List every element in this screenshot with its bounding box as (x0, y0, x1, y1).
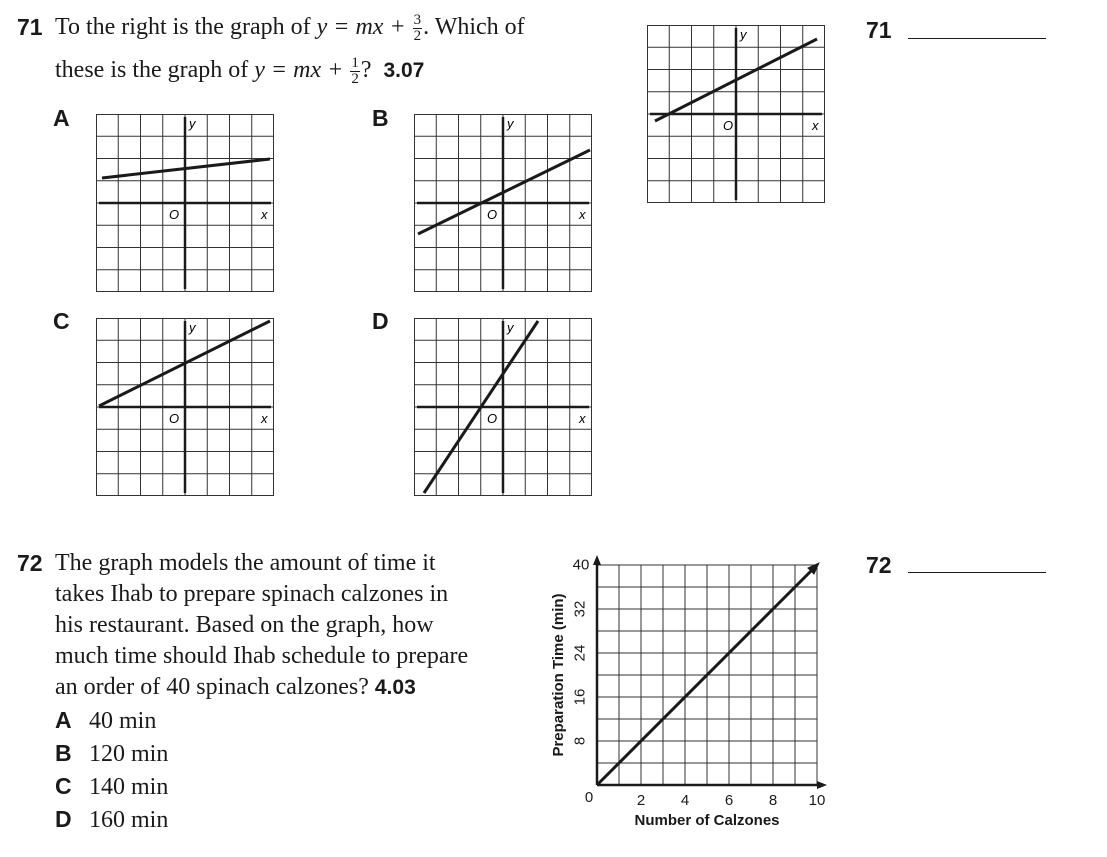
q71-option-d-label: D (372, 308, 389, 334)
x-axis-label: x (579, 411, 586, 426)
y-axis-label: y (507, 116, 514, 131)
x-axis-label: x (579, 207, 586, 222)
y-axis-arrow (593, 555, 601, 565)
x-tick-label: 8 (768, 792, 778, 809)
q71-question-mark: ? (360, 57, 372, 83)
question-71-line-2 (55, 55, 424, 87)
origin-label: O (169, 207, 180, 222)
answer-72-blank[interactable] (908, 572, 1046, 573)
q71-equation-2: y = mx + (254, 57, 350, 83)
answer-71-blank[interactable] (908, 38, 1046, 39)
y-tick-label: 40 (572, 556, 590, 574)
y-tick-label: 32 (571, 600, 589, 618)
q71-fraction-2: $\frac{1}{2}$ (351, 54, 359, 87)
q72-line: an order of 40 spinach calzones? 4.03 (55, 674, 416, 700)
x-axis-arrow (817, 781, 827, 789)
axes (650, 28, 822, 200)
q71-option-c-graph[interactable] (96, 318, 274, 496)
x-axis-label: x (812, 118, 819, 133)
y-tick-label: 8 (571, 736, 589, 746)
x-tick-label: 4 (680, 792, 690, 809)
question-71-line-1 (55, 12, 525, 44)
x-tick-label: 10 (808, 792, 826, 809)
q72-standard-code: 4.03 (374, 676, 416, 699)
axes (99, 321, 271, 493)
q72-line: much time should Ihab schedule to prepare (55, 643, 469, 669)
q71-standard-code: 3.07 (383, 59, 425, 82)
answer-71-label: 71 (866, 17, 892, 43)
axes (99, 117, 271, 289)
x-axis-label: x (261, 411, 268, 426)
y-axis-label: y (507, 320, 514, 335)
q71-option-d-graph[interactable] (414, 318, 592, 496)
y-axis-label: y (740, 27, 747, 42)
q71-text-pre-2: these is the graph of (55, 57, 255, 83)
y-tick-label: 24 (571, 644, 589, 662)
q71-text-pre: To the right is the graph of (55, 14, 317, 40)
origin-label: O (723, 118, 734, 133)
origin-label: O (487, 411, 498, 426)
q72-choice-a[interactable]: A 40 min (55, 707, 157, 734)
y-axis-label: y (189, 320, 196, 335)
q71-text-post: . Which of (423, 14, 525, 40)
q72-choice-b[interactable]: B 120 min (55, 740, 169, 767)
x-axis-title: Number of Calzones (634, 812, 780, 829)
q72-line: takes Ihab to prepare spinach calzones in (55, 581, 449, 607)
q72-line: his restaurant. Based on the graph, how (55, 612, 434, 638)
q71-option-b-label: B (372, 105, 389, 131)
q71-option-a-graph[interactable] (96, 114, 274, 292)
calzone-chart (540, 550, 840, 840)
series (597, 562, 820, 785)
q71-option-b-graph[interactable] (414, 114, 592, 292)
q71-fraction-1: $\frac{3}{2}$ (413, 11, 422, 44)
axes (417, 117, 589, 289)
q71-option-a-label: A (53, 105, 70, 131)
origin-tick-label: 0 (584, 789, 594, 806)
y-tick-label: 16 (571, 688, 589, 706)
origin-label: O (169, 411, 180, 426)
question-72-stem (55, 548, 468, 703)
q72-choice-c[interactable]: C 140 min (55, 773, 169, 800)
origin-label: O (487, 207, 498, 222)
x-tick-label: 6 (724, 792, 734, 809)
q71-equation: y = mx + (316, 14, 412, 40)
question-72-number: 72 (17, 550, 43, 576)
answer-72-label: 72 (866, 552, 892, 578)
q72-line: The graph models the amount of time it (55, 550, 436, 576)
q71-reference-graph (647, 25, 825, 203)
y-axis-label: y (189, 116, 196, 131)
x-axis-label: x (261, 207, 268, 222)
q72-choice-d[interactable]: D 160 min (55, 806, 169, 833)
x-tick-label: 2 (636, 792, 646, 809)
question-71-number: 71 (17, 14, 43, 40)
y-axis-title: Preparation Time (min) (550, 593, 567, 757)
q72-choices (55, 707, 168, 839)
q71-option-c-label: C (53, 308, 70, 334)
